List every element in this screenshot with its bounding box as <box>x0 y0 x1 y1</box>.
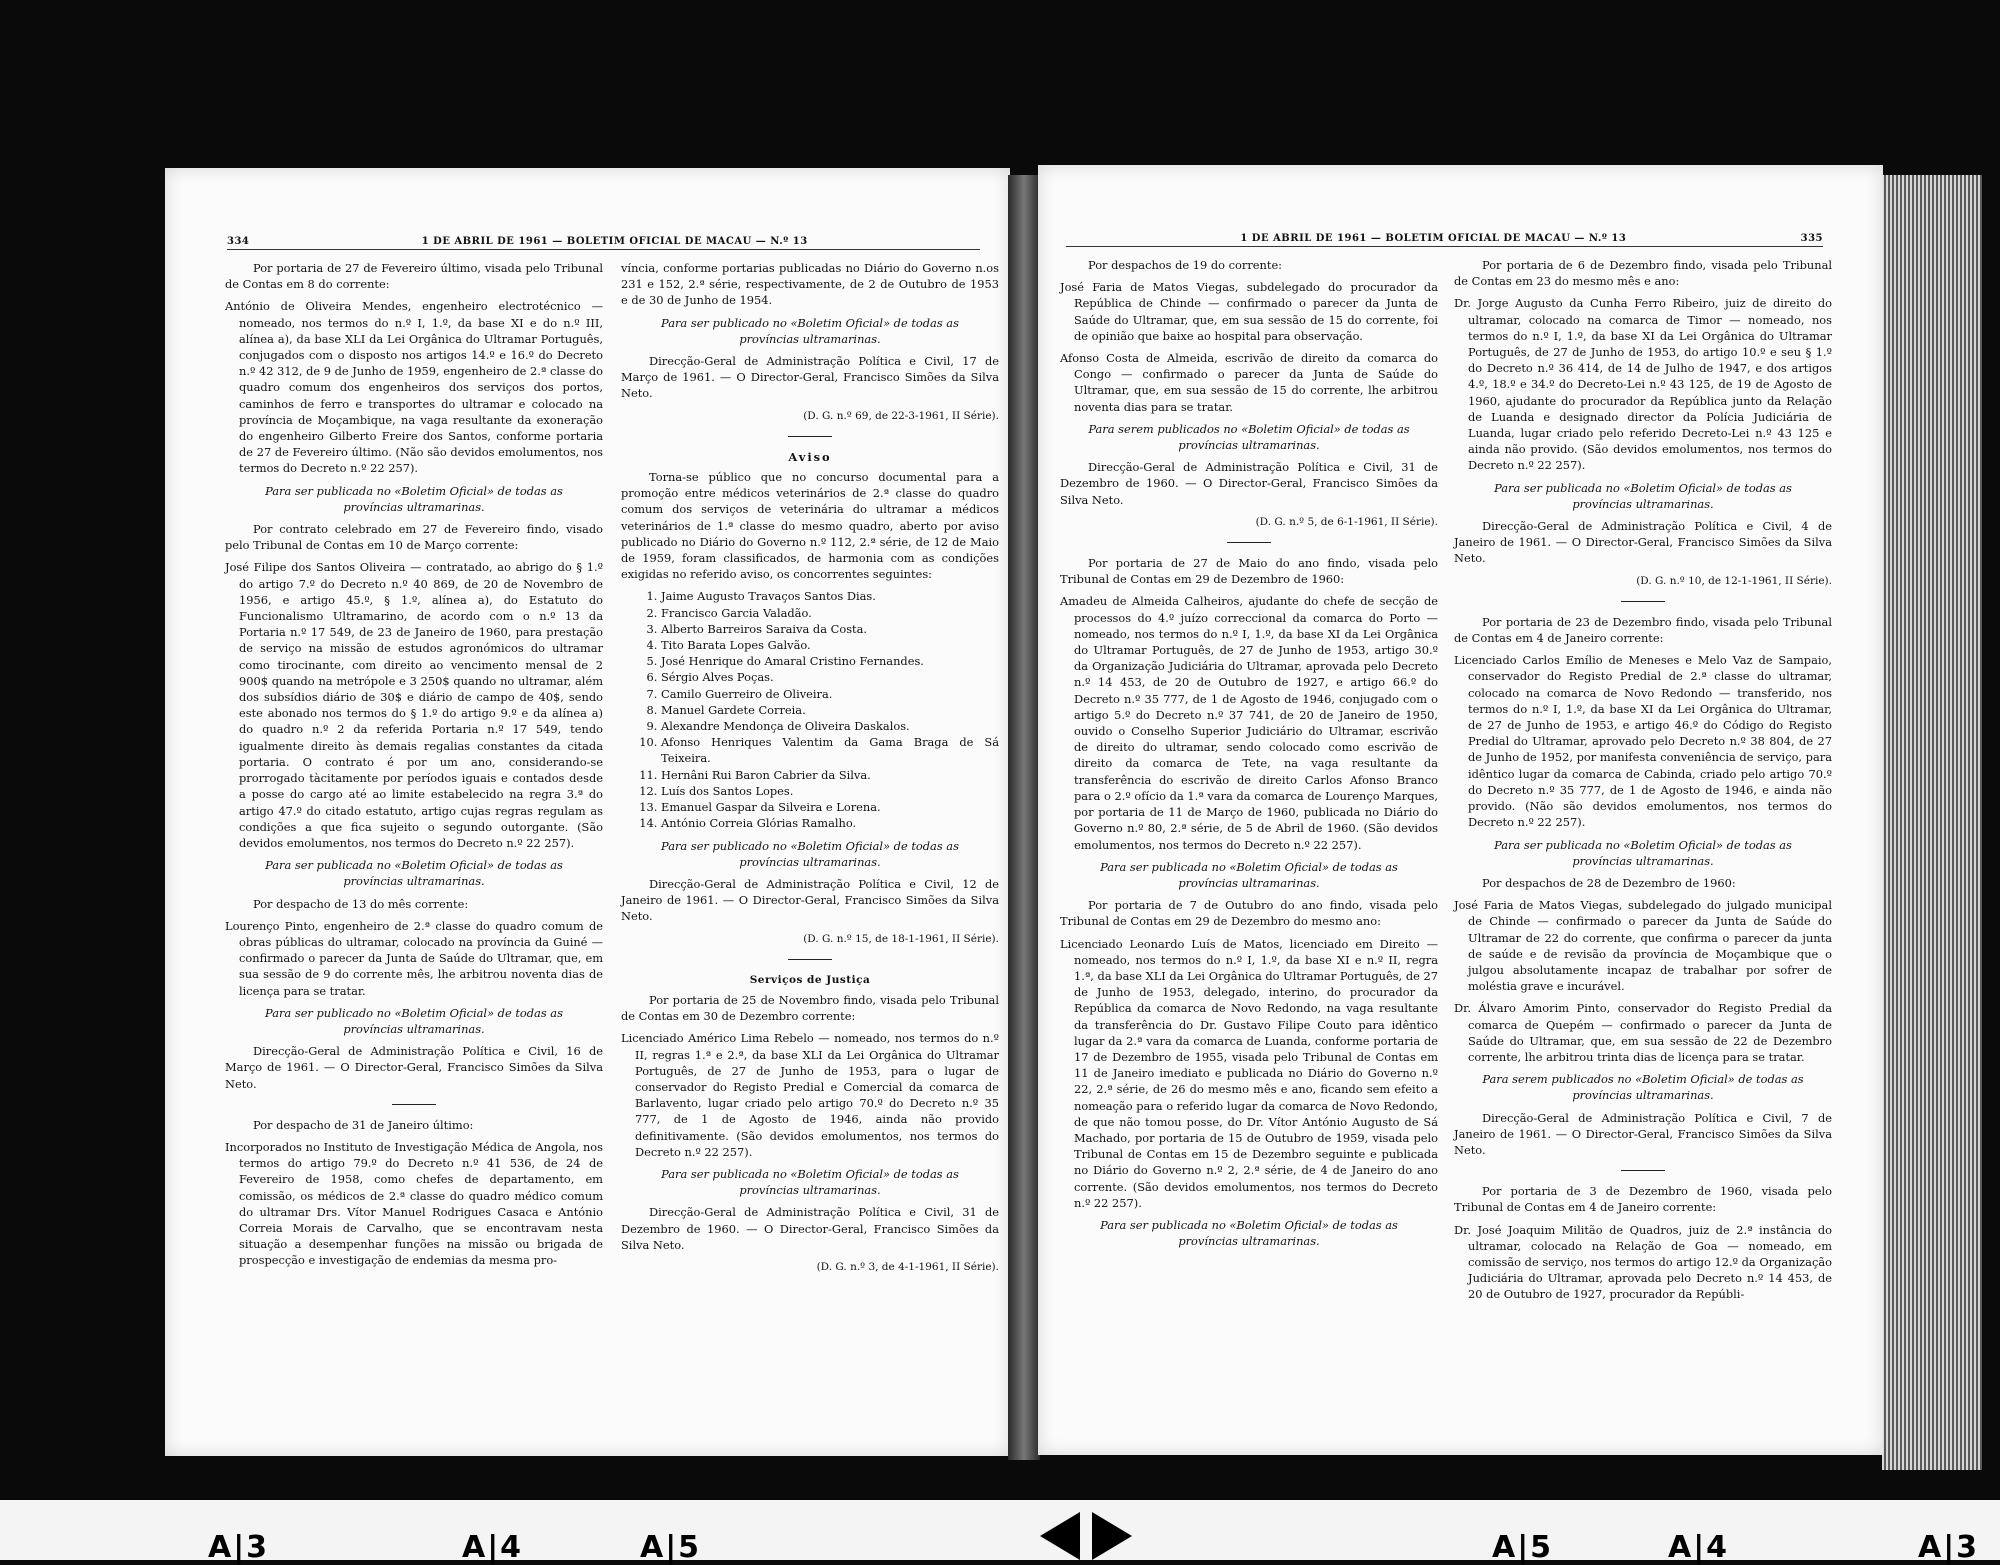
notice-intro: Por despacho de 13 do mês corrente: <box>253 896 469 911</box>
candidate-item: 8. Manuel Gardete Correia. <box>661 702 999 718</box>
notice-entry: António de Oliveira Mendes, engenheiro electrotécnico — nomeado, nos termos do n.º I, 1.º, da base XI e do n.º III, alínea a), da base XLI da Lei Orgânica do Ultramar Português, conjugados com o disposto nos artigos 14.º e 16.º do Decreto n.º 42 312, de 9 de Junho de 1959, engenheiro de 2.ª classe do quadro comum dos engenheiros dos serviços dos portos, caminhos de ferro e transportes do ultramar e colocado na província de Moçambique, na vaga resultante da exoneração do engenheiro Gilberto Freire dos Santos, conforme portaria de 27 de Fevereiro último. (Não são devidos emolumentos, nos termos do Decreto n.º 22 257). <box>225 299 603 476</box>
film-arrow-right-icon <box>1092 1512 1132 1560</box>
right-page-number: 335 <box>1800 233 1823 244</box>
gazette-reference: (D. G. n.º 5, de 6-1-1961, II Série). <box>1255 515 1438 528</box>
gazette-reference: (D. G. n.º 69, de 22-3-1961, II Série). <box>803 409 999 422</box>
signature-line: Direcção-Geral de Administração Política e Civil, 16 de Março de 1961. — O Director-Geral, Francisco Simões da Silva Neto. <box>225 1044 603 1091</box>
separator-rule <box>1621 1170 1665 1171</box>
signature-line: Direcção-Geral de Administração Política e Civil, 31 de Dezembro de 1960. — O Director-Geral, Francisco Simões da Silva Neto. <box>621 1205 999 1252</box>
film-marker: A|5 <box>640 1530 702 1565</box>
publication-note: Para ser publicada no «Boletim Oficial» de todas as províncias ultramarinas. <box>265 483 563 514</box>
notice-entry: Licenciado Américo Lima Rebelo — nomeado, nos termos do n.º II, regras 1.ª e 2.ª, da base XLI da Lei Orgânica do Ultramar Português, de 27 de Junho de 1953, para o lugar de conservador do Registo Predial e Comercial da comarca de Barlavento, lugar criado pelo artigo 70.º do Decreto n.º 35 777, de 1 de Agosto de 1946, ainda não provido definitivamente. (São devidos emolumentos, nos termos do Decreto n.º 22 257). <box>621 1031 999 1159</box>
candidate-item: 14. António Correia Glórias Ramalho. <box>661 815 999 831</box>
film-marker: A|3 <box>1918 1530 1980 1565</box>
notice-intro: Por despachos de 28 de Dezembro de 1960: <box>1482 875 1736 890</box>
gazette-reference: (D. G. n.º 10, de 12-1-1961, II Série). <box>1636 574 1832 587</box>
notice-intro: Por despachos de 19 do corrente: <box>1088 258 1283 272</box>
film-marker: A|5 <box>1492 1530 1554 1565</box>
candidate-item: 7. Camilo Guerreiro de Oliveira. <box>661 686 999 702</box>
notice-entry: Licenciado Leonardo Luís de Matos, licenciado em Direito — nomeado, nos termos do n.º I, 1.º, da base XI e n.º II, regra 1.ª, da base XLI da Lei Orgânica do Ultramar Português, de 27 de Junho de 1953, delegado, interino, do procurador da República da comarca de Novo Redondo, na vaga resultante da transferência do Dr. Gustavo Filipe Couto para idêntico lugar da 2.ª vara da comarca de Luanda, conforme portaria de 17 de Dezembro de 1955, visada pelo Tribunal de Contas em 11 de Janeiro imediato e publicada no Diário do Governo n.º 22, 2.ª série, de 26 do mesmo mês e ano, ficando sem efeito a nomeação para o referido lugar da comarca de Novo Redondo, de que não tomou posse, do Dr. Vítor António Augusto de Sá Machado, por portaria de 15 de Outubro de 1959, visada pelo Tribunal de Contas em 15 de Dezembro seguinte e publicada no Diário do Governo n.º 2, 2.ª série, de 4 de Janeiro do ano corrente. (São devidos emolumentos, nos termos do Decreto n.º 22 257). <box>1060 936 1438 1210</box>
right-running-head <box>1066 233 1823 247</box>
right-column-a <box>1060 257 1438 1255</box>
notice-entry: Dr. Jorge Augusto da Cunha Ferro Ribeiro, juiz de direito do ultramar, colocado na comarca de Timor — nomeado, nos termos do n.º I, 1.º, da base XI da Lei Orgânica do Ultramar Português, de 27 de Junho de 1953, do artigo 10.º e seu § 1.º do Decreto n.º 36 414, de 14 de Julho de 1947, e dos artigos 4.º, 18.º e 34.º do Decreto-Lei n.º 43 125, de 19 de Agosto de 1960, ajudante do procurador da República junto da Relação de Luanda e designado director da Polícia Judiciária de Luanda, lugar criado pelo referido Decreto-Lei n.º 43 125 e ainda não provido. (São devidos emolumentos, nos termos do Decreto n.º 22 257). <box>1454 296 1832 473</box>
candidate-item: 11. Hernâni Rui Baron Cabrier da Silva. <box>661 767 999 783</box>
candidate-item: 1. Jaime Augusto Travaços Santos Dias. <box>661 588 999 604</box>
notice-intro: Por contrato celebrado em 27 de Fevereiro findo, visado pelo Tribunal de Contas em 10 de Março corrente: <box>225 522 603 553</box>
right-header-title: 1 DE ABRIL DE 1961 — BOLETIM OFICIAL DE MACAU — N.º 13 <box>1240 233 1627 244</box>
separator-rule <box>1621 601 1665 602</box>
signature-line: Direcção-Geral de Administração Política e Civil, 7 de Janeiro de 1961. — O Director-Geral, Francisco Simões da Silva Neto. <box>1454 1110 1832 1157</box>
separator-rule <box>392 1104 436 1105</box>
notice-entry: Lourenço Pinto, engenheiro de 2.ª classe do quadro comum de obras públicas do ultramar, colocado na província da Guiné — confirmado o parecer da Junta de Saúde do Ultramar, que, em sua sessão de 9 do corrente mês, lhe arbitrou noventa dias de licença para se tratar. <box>225 918 603 998</box>
candidate-item: 9. Alexandre Mendonça de Oliveira Daskalos. <box>661 718 999 734</box>
left-column-a <box>225 260 603 1275</box>
section-heading-aviso: Aviso <box>788 449 832 464</box>
aviso-text: Torna-se público que no concurso documental para a promoção entre médicos veterinários de 2.ª classe do quadro comum dos serviços de veterinária do ultramar a médicos veterinários de 1.ª classe do mesmo quadro, aberto por aviso publicado no Diário do Governo n.º 112, 2.ª série, de 12 de Maio de 1959, foram classificados, de harmonia com as condições exigidas no referido aviso, os concorrentes seguintes: <box>621 470 999 582</box>
publication-note: Para ser publicada no «Boletim Oficial» de todas as províncias ultramarinas. <box>661 1166 959 1198</box>
notice-entry: Dr. Álvaro Amorim Pinto, conservador do Registo Predial da comarca de Quepém — confirmado o parecer da Junta de Saúde do Ultramar, que, em sua sessão de 22 de Dezembro corrente, lhe arbitrou trinta dias de licença para se tratar. <box>1454 1001 1832 1064</box>
publication-note: Para ser publicada no «Boletim Oficial» de todas as províncias ultramarinas. <box>1100 1217 1398 1249</box>
signature-line: Direcção-Geral de Administração Política e Civil, 17 de Março de 1961. — O Director-Geral, Francisco Simões da Silva Neto. <box>621 354 999 401</box>
notice-intro: Por portaria de 27 de Fevereiro último, visada pelo Tribunal de Contas em 8 do corrente: <box>225 261 603 292</box>
notice-intro: Por portaria de 6 de Dezembro findo, visada pelo Tribunal de Contas em 23 do mesmo mês e ano: <box>1454 258 1832 289</box>
separator-rule <box>788 959 832 960</box>
left-running-head <box>227 236 980 250</box>
publication-note: Para serem publicados no «Boletim Oficial» de todas as províncias ultramarinas. <box>1482 1072 1804 1103</box>
notice-entry: Afonso Costa de Almeida, escrivão de direito da comarca do Congo — confirmado o parecer da Junta de Saúde do Ultramar, que, em sua sessão de 15 do corrente, lhe arbitrou noventa dias para se tratar. <box>1060 351 1438 414</box>
candidate-item: 12. Luís dos Santos Lopes. <box>661 783 999 799</box>
notice-intro: Por portaria de 3 de Dezembro de 1960, visada pelo Tribunal de Contas em 4 de Janeiro corrente: <box>1454 1184 1832 1215</box>
signature-line: Direcção-Geral de Administração Política e Civil, 4 de Janeiro de 1961. — O Director-Geral, Francisco Simões da Silva Neto. <box>1454 519 1832 566</box>
candidates-list <box>621 588 999 831</box>
gazette-reference: (D. G. n.º 3, de 4-1-1961, II Série). <box>816 1260 999 1273</box>
publication-note: Para ser publicado no «Boletim Oficial» de todas as províncias ultramarinas. <box>661 315 959 346</box>
notice-intro: Por portaria de 27 de Maio do ano findo, visada pelo Tribunal de Contas em 29 de Dezembro de 1960: <box>1060 556 1438 587</box>
film-marker: A|3 <box>208 1530 270 1565</box>
notice-entry: Incorporados no Instituto de Investigação Médica de Angola, nos termos do artigo 79.º do Decreto n.º 41 536, de 24 de Fevereiro de 1958, como chefes de departamento, em comissão, os médicos de 2.ª classe do quadro médico comum do ultramar Drs. Vítor Manuel Rodrigues Casaca e António Correia Morais de Carvalho, que se encontravam nesta situação a desempenhar funções na missão ou brigada de prospecção e investigação de endemias da mesma pro- <box>225 1139 603 1268</box>
notice-intro: Por despacho de 31 de Janeiro último: <box>253 1117 474 1132</box>
candidate-item: 13. Emanuel Gaspar da Silveira e Lorena. <box>661 799 999 815</box>
candidate-item: 3. Alberto Barreiros Saraiva da Costa. <box>661 621 999 637</box>
candidate-item: 2. Francisco Garcia Valadão. <box>661 605 999 621</box>
gazette-reference: (D. G. n.º 15, de 18-1-1961, II Série). <box>803 932 999 945</box>
candidate-item: 5. José Henrique do Amaral Cristino Fernandes. <box>661 653 999 669</box>
separator-rule <box>788 436 832 437</box>
left-header-title: 1 DE ABRIL DE 1961 — BOLETIM OFICIAL DE MACAU — N.º 13 <box>421 236 808 247</box>
right-page <box>1038 165 1883 1455</box>
separator-rule <box>1227 542 1271 543</box>
notice-entry: Dr. José Joaquim Militão de Quadros, juiz de 2.ª instância do ultramar, colocado na Relação de Goa — nomeado, em comissão de serviço, nos termos do artigo 12.º da Organização Judiciária do Ultramar, aprovada pelo Decreto n.º 14 453, de 20 de Outubro de 1927, procurador da Repúbli- <box>1454 1222 1832 1302</box>
continued-text: víncia, conforme portarias publicadas no Diário do Governo n.os 231 e 152, 2.ª série, respectivamente, de 2 de Outubro de 1953 e de 30 de Junho de 1954. <box>621 261 999 308</box>
book-gutter <box>1008 175 1040 1460</box>
right-column-b <box>1454 257 1832 1309</box>
candidate-item: 4. Tito Barata Lopes Galvão. <box>661 637 999 653</box>
notice-entry: José Faria de Matos Viegas, subdelegado do procurador da República de Chinde — confirmado o parecer da Junta de Saúde do Ultramar, que, em sua sessão de 15 do corrente, foi de opinião que baixe ao hospital para observação. <box>1060 280 1438 343</box>
publication-note: Para ser publicada no «Boletim Oficial» de todas as províncias ultramarinas. <box>1100 859 1398 890</box>
notice-entry: José Filipe dos Santos Oliveira — contratado, ao abrigo do § 1.º do artigo 7.º do Decreto n.º 40 869, de 20 de Novembro de 1956, e artigo 45.º, § 1.º, alínea a), do Estatuto do Funcionalismo Ultramarino, de acordo com o n.º 13 da Portaria n.º 17 549, de 23 de Janeiro de 1960, para prestação de serviço na missão de estudos agronómicos do ultramar como tirocinante, com direito ao vencimento mensal de 2 900$ quando na metrópole e 3 250$ quando no ultramar, além dos subsídios diário de 30$ e diário de campo de 40$, sendo este abonado nos termos do § 1.º do artigo 9.º e da alínea a) do quadro n.º 2 da referida Portaria n.º 17 549, tendo igualmente direito às demais regalias constantes da citada portaria. O contrato é por um ano, considerando-se prorrogado tàcitamente por períodos iguais e contados desde a posse do cargo até ao limite estabelecido na regra 3.ª do artigo 47.º do citado estatuto, artigo cujas regras regulam as condições a que fica sujeito o segundo outorgante. (São devidos emolumentos, nos termos do Decreto n.º 22 257). <box>225 560 603 850</box>
notice-intro: Por portaria de 23 de Dezembro findo, visada pelo Tribunal de Contas em 4 de Janeiro corrente: <box>1454 614 1832 646</box>
notice-intro: Por portaria de 25 de Novembro findo, visada pelo Tribunal de Contas em 30 de Dezembro corrente: <box>621 992 999 1024</box>
publication-note: Para ser publicada no «Boletim Oficial» de todas as províncias ultramarinas. <box>265 858 563 889</box>
candidate-item: 10. Afonso Henriques Valentim da Gama Braga de Sá Teixeira. <box>661 734 999 766</box>
notice-entry: José Faria de Matos Viegas, subdelegado do julgado municipal de Chinde — confirmado o parecer da Junta de Saúde do Ultramar de 22 do corrente, que confirma o parecer da junta de saúde e de revisão da província de Moçambique que o julgou absolutamente incapaz de trabalhar por sofrer de moléstia grave e incurável. <box>1454 898 1832 994</box>
signature-line: Direcção-Geral de Administração Política e Civil, 31 de Dezembro de 1960. — O Director-Geral, Francisco Simões da Silva Neto. <box>1060 460 1438 507</box>
left-page <box>165 168 1010 1456</box>
publication-note: Para ser publicado no «Boletim Oficial» de todas as províncias ultramarinas. <box>661 838 959 869</box>
film-arrow-left-icon <box>1040 1512 1080 1560</box>
film-marker: A|4 <box>1668 1530 1730 1565</box>
notice-intro: Por portaria de 7 de Outubro do ano findo, visada pelo Tribunal de Contas em 29 de Dezembro do mesmo ano: <box>1060 898 1438 929</box>
signature-line: Direcção-Geral de Administração Política e Civil, 12 de Janeiro de 1961. — O Director-Geral, Francisco Simões da Silva Neto. <box>621 876 999 924</box>
publication-note: Para ser publicada no «Boletim Oficial» de todas as províncias ultramarinas. <box>1494 480 1792 511</box>
section-heading-justica: Serviços de Justiça <box>749 973 871 986</box>
page-edges <box>1882 175 1982 1470</box>
publication-note: Para ser publicada no «Boletim Oficial» de todas as províncias ultramarinas. <box>1494 837 1792 868</box>
left-column-b <box>621 260 999 1281</box>
candidate-item: 6. Sérgio Alves Poças. <box>661 669 999 685</box>
film-marker: A|4 <box>462 1530 524 1565</box>
notice-entry: Amadeu de Almeida Calheiros, ajudante do chefe de secção de processos do 4.º juízo correccional da comarca do Porto — nomeado, nos termos do n.º I, 1.º, da base XI da Lei Orgânica do Ultramar Português, de 27 de Junho de 1953, artigo 30.º da Organização Judiciária do Ultramar, aprovada pelo Decreto n.º 14 453, de 20 de Outubro de 1927, e artigo 66.º do Decreto n.º 35 777, de 1 de Agosto de 1946, conjugado com o artigo 5.º do Decreto n.º 37 741, de 20 de Janeiro de 1950, ouvido o Conselho Superior Judiciário do Ultramar, escrivão de direito do ultramar, sendo colocado como escrivão de direito da comarca de Tete, na vaga resultante da transferência do escrivão de direito Carlos Afonso Branco para o 2.º ofício da 1.ª vara da comarca de Lourenço Marques, por portaria de 11 de Março de 1960, publicada no Diário do Governo n.º 80, 2.ª série, de 5 de Abril de 1960. (São devidos emolumentos, nos termos do Decreto n.º 22 257). <box>1060 594 1438 852</box>
left-page-number: 334 <box>227 236 250 247</box>
publication-note: Para ser publicado no «Boletim Oficial» de todas as províncias ultramarinas. <box>265 1005 563 1036</box>
notice-entry: Licenciado Carlos Emílio de Meneses e Melo Vaz de Sampaio, conservador do Registo Predial de 2.ª classe do ultramar, colocado na comarca de Novo Redondo — transferido, nos termos do n.º I, 1.º, da base XI da Lei Orgânica do Ultramar, de 27 de Junho de 1953, e artigo 46.º do Código do Registo Predial do Ultramar, aprovado pelo Decreto n.º 38 804, de 27 de Junho de 1952, por manifesta conveniência de serviço, para idêntico lugar da comarca de Cabinda, criado pelo artigo 70.º do Decreto n.º 35 777, de 1 de Agosto de 1946, e ainda não provido. (Não são devidos emolumentos, nos termos do Decreto n.º 22 257). <box>1454 653 1832 830</box>
publication-note: Para serem publicados no «Boletim Oficial» de todas as províncias ultramarinas. <box>1088 421 1410 453</box>
